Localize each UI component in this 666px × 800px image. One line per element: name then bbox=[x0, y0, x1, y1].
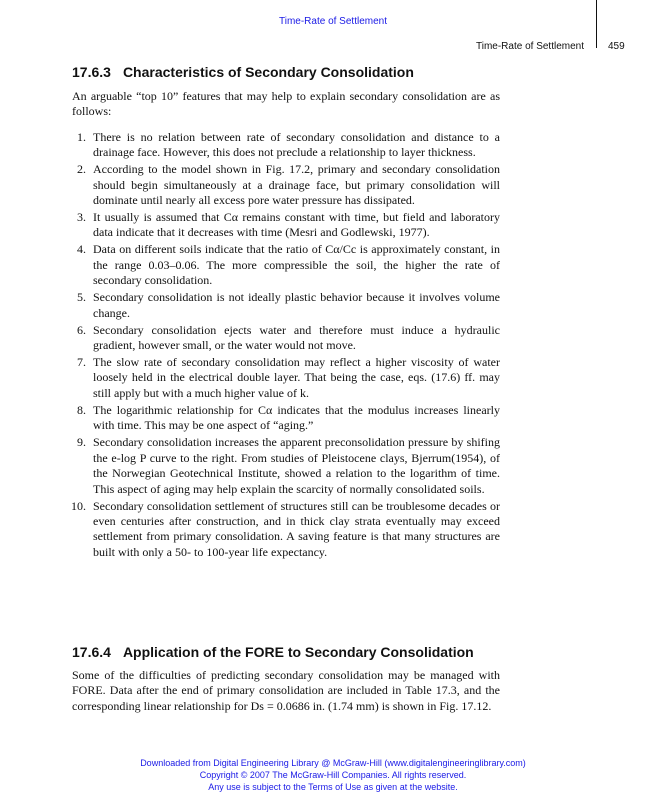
item-text: Secondary consolidation ejects water and therefore must induce a hydraulic gradient, however small, or the water would not move. bbox=[93, 322, 500, 353]
section-number: 17.6.4 bbox=[72, 644, 111, 660]
list-item bbox=[72, 355, 500, 401]
list-item bbox=[72, 435, 500, 497]
footer-copyright: Copyright © 2007 The McGraw-Hill Companies. All rights reserved. bbox=[199, 770, 467, 780]
list-item bbox=[72, 499, 500, 561]
running-head: Time-Rate of Settlement bbox=[476, 41, 585, 52]
footer-terms[interactable]: Any use is subject to the Terms of Use as given at the website. bbox=[208, 782, 458, 792]
top-title: Time-Rate of Settlement bbox=[278, 16, 387, 27]
footer-download-link[interactable]: Downloaded from Digital Engineering Library @ McGraw-Hill (www.digitalengineeringlibrary.com) bbox=[140, 758, 526, 768]
item-number: 4. bbox=[77, 242, 86, 257]
list-item bbox=[72, 290, 500, 321]
body-paragraph: Some of the difficulties of predicting secondary consolidation may be managed with FORE. Data after the end of primary consolidation are included in Table 17.3, and the corresponding linear relationship for Ds = 0.0686 in. (1.74 mm) is shown in Fig. 17.12. bbox=[72, 668, 500, 713]
section-title: Application of the FORE to Secondary Consolidation bbox=[122, 644, 474, 660]
footer bbox=[0, 757, 666, 793]
item-number: 3. bbox=[77, 210, 86, 225]
item-number: 7. bbox=[77, 355, 86, 370]
item-text: The logarithmic relationship for Cα indicates that the modulus increases linearly with time. This may be one aspect of “aging.” bbox=[93, 402, 500, 433]
section-title: Characteristics of Secondary Consolidation bbox=[122, 64, 414, 80]
features-list bbox=[72, 130, 500, 560]
item-text: Data on different soils indicate that the ratio of Cα/Cc is approximately constant, in the range 0.03–0.06. The more compressible the soil, the higher the rate of secondary consolidation. bbox=[93, 242, 500, 288]
list-item bbox=[72, 130, 500, 161]
section-heading bbox=[72, 644, 500, 660]
list-item bbox=[72, 162, 500, 208]
item-text: Secondary consolidation settlement of structures still can be troublesome decades or even centuries after construction, and in thick clay strata eventually may exceed settlement from primary consolidation. A saving feature is that many structures are built with only a 50- to 100-year life expectancy. bbox=[93, 498, 500, 559]
item-number: 2. bbox=[77, 162, 86, 177]
item-number: 5. bbox=[77, 290, 86, 305]
item-number: 9. bbox=[77, 435, 86, 450]
section-17-6-4 bbox=[72, 644, 500, 714]
list-item bbox=[72, 403, 500, 434]
item-text: The slow rate of secondary consolidation may reflect a higher viscosity of water loosely held in the electrical double layer. That being the case, eqs. (17.6) ff. may still apply but with a much higher value of k. bbox=[93, 355, 500, 400]
section-number: 17.6.3 bbox=[72, 64, 111, 80]
intro-paragraph: An arguable “top 10” features that may help to explain secondary consolidation are as follows: bbox=[72, 89, 500, 119]
list-item bbox=[72, 242, 500, 288]
item-number: 10. bbox=[71, 498, 86, 513]
list-item bbox=[72, 323, 500, 354]
section-17-6-3 bbox=[72, 64, 500, 562]
item-text: There is no relation between rate of secondary consolidation and distance to a drainage face. However, this does not preclude a relationship to layer thickness. bbox=[93, 129, 500, 160]
item-text: It usually is assumed that Cα remains constant with time, but field and laboratory data indicate that it decreases with time (Mesri and Godlewski, 1977). bbox=[93, 210, 500, 240]
item-text: Secondary consolidation is not ideally plastic behavior because it involves volume change. bbox=[93, 290, 500, 320]
item-number: 1. bbox=[77, 129, 86, 144]
section-heading bbox=[72, 64, 500, 80]
item-number: 6. bbox=[77, 322, 86, 337]
item-number: 8. bbox=[77, 402, 86, 417]
item-text: Secondary consolidation increases the apparent preconsolidation pressure by shifing the e-log P curve to the right. From studies of Pleistocene clays, Bjerrum(1954), of the Norwegian Geotechnical Institute, showed a relation to the logarithm of time. This aspect of aging may help explain the scarcity of normally consolidated soils. bbox=[93, 435, 500, 496]
list-item bbox=[72, 210, 500, 241]
page-number: 459 bbox=[608, 41, 625, 52]
item-text: According to the model shown in Fig. 17.2, primary and secondary consolidation should begin simultaneously at a drainage face, but primary consolidation will dominate until nearly all excess pore water pressure has dissipated. bbox=[93, 162, 500, 208]
header-rule bbox=[596, 0, 597, 48]
